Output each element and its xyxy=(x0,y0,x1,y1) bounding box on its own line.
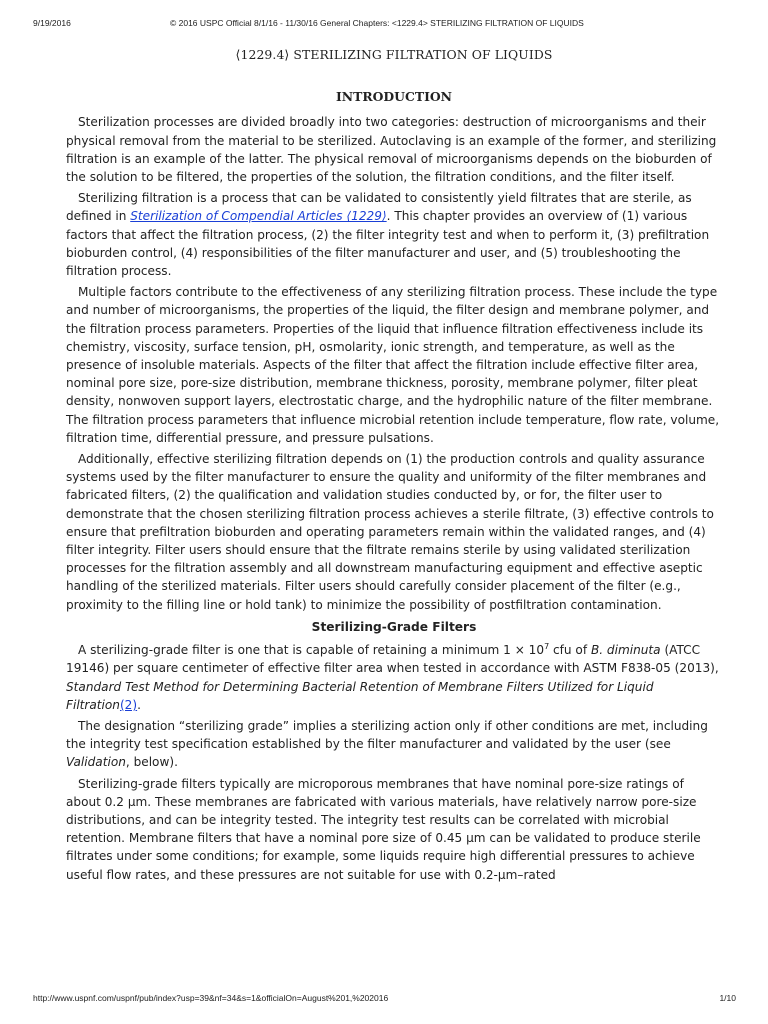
footer-page-number: 1/10 xyxy=(719,993,736,1003)
document-title: ⟨1229.4⟩ STERILIZING FILTRATION OF LIQUIDS xyxy=(235,47,553,62)
sg-p1-organism: B. diminuta xyxy=(590,643,661,658)
sg-p2-text-b: , below). xyxy=(125,755,178,770)
sg-p2-validation: Validation xyxy=(66,755,126,770)
sg-p1-exponent: 7 xyxy=(544,642,550,652)
intro-paragraph-2-text: Sterilizing filtration is a process that can be validated to consistently yield filtrates that are sterile, as defined in xyxy=(66,191,692,224)
header-date: 9/19/2016 xyxy=(33,18,71,28)
intro-paragraph-2-text-end: . This chapter provides an overview of (1) various factors that affect the filtration process, (2) the filter integrity test and when to perform it, (3) prefiltration bioburden control, (4) responsibilities of the filter manufacturer and user, and (5) troubleshooting the filtration process. xyxy=(66,209,710,279)
intro-paragraph-4: Additionally, effective sterilizing filtration depends on (1) the production controls and quality assurance systems used by the filter manufacturer to ensure the quality and uniformity of the filter membranes and fabricated filters, (2) the qualification and validation studies conducted by, or for, the filter user to demonstrate that the chosen sterilizing filtration process achieves a sterile filtrate, (3) effective controls to ensure that prefiltration bioburden and operating parameters remain within the validated ranges, and (4) filter integrity. Filter users should ensure that the filtrate remains sterile by using validated sterilization processes for the filtration assembly and all downstream manufacturing equipment and effective aseptic handling of the sterilized materials. Filter users should carefully consider placement of the filter (e.g., proximity to the filling line or hold tank) to minimize the possibility of postfiltration contamination. xyxy=(66,452,714,612)
section-heading-sterilizing-grade-filters: Sterilizing-Grade Filters xyxy=(311,619,477,634)
intro-paragraph-2 xyxy=(66,189,722,280)
document-content xyxy=(66,46,722,887)
intro-paragraph-1: Sterilization processes are divided broadly into two categories: destruction of microorganisms and their physical removal from the material to be sterilized. Autoclaving is an example of the former, and sterilizing filtration is an example of the latter. The physical removal of microorganisms depends on the bioburden of the solution to be filtered, the properties of the solution, the filtration conditions, and the filter itself. xyxy=(66,115,717,185)
sg-paragraph-2 xyxy=(66,717,722,772)
sg-p1-end: . xyxy=(137,697,141,712)
sg-p1-standard-title: Standard Test Method for Determining Bacterial Retention of Membrane Filters Utilized for Liquid Filtration xyxy=(66,679,654,712)
header-title: © 2016 USPC Official 8/1/16 - 11/30/16 General Chapters: <1229.4> STERILIZING FILTRATION OF LIQUIDS xyxy=(170,18,584,28)
intro-paragraph-3: Multiple factors contribute to the effectiveness of any sterilizing filtration process. These include the type and number of microorganisms, the properties of the liquid, the filter design and membrane polymer, and the filtration process parameters. Properties of the liquid that influence filtration effectiveness include its chemistry, viscosity, surface tension, pH, osmolarity, ionic strength, and temperature, as well as the presence of insoluble materials. Aspects of the filter that affect the filtration include effective filter area, nominal pore size, pore-size distribution, membrane thickness, porosity, membrane polymer, filter pleat density, nonwoven support layers, electrostatic charge, and the hydrophilic nature of the filter membrane. The filtration process parameters that influence microbial retention include temperature, flow rate, volume, filtration time, differential pressure, and pressure pulsations. xyxy=(66,285,720,445)
sg-p1-text-c: (ATCC 19146) per square centimeter of effective filter area when tested in accordance with ASTM F838-05 (2013), xyxy=(66,643,719,676)
footer-url: http://www.uspnf.com/uspnf/pub/index?usp=39&nf=34&s=1&officialOn=August%201,%202016 xyxy=(33,993,389,1003)
sg-p1-text-b: cfu of xyxy=(549,643,591,658)
sg-p1-text-a: A sterilizing-grade filter is one that is capable of retaining a minimum 1 × 10 xyxy=(78,643,545,658)
sterilization-compendial-articles-link[interactable]: Sterilization of Compendial Articles ⟨1229⟩ xyxy=(130,209,387,224)
section-heading-introduction: INTRODUCTION xyxy=(336,89,452,105)
sg-p2-text-a: The designation “sterilizing grade” implies a sterilizing action only if other conditions are met, including the integrity test specification established by the filter manufacturer and validated by the user (see xyxy=(66,718,708,752)
reference-2-link[interactable]: (2) xyxy=(119,697,138,712)
sg-paragraph-1 xyxy=(66,641,722,714)
sg-paragraph-3: Sterilizing-grade filters typically are microporous membranes that have nominal pore-size ratings of about 0.2 µm. These membranes are fabricated with various materials, have relatively narrow pore-size distributions, and can be integrity tested. The integrity test results can be correlated with microbial retention. Membrane filters that have a nominal pore size of 0.45 µm can be validated to produce sterile filtrates under some conditions; for example, some liquids require high differential pressures to achieve useful flow rates, and these pressures are not suitable for use with 0.2-µm–rated xyxy=(66,776,701,882)
